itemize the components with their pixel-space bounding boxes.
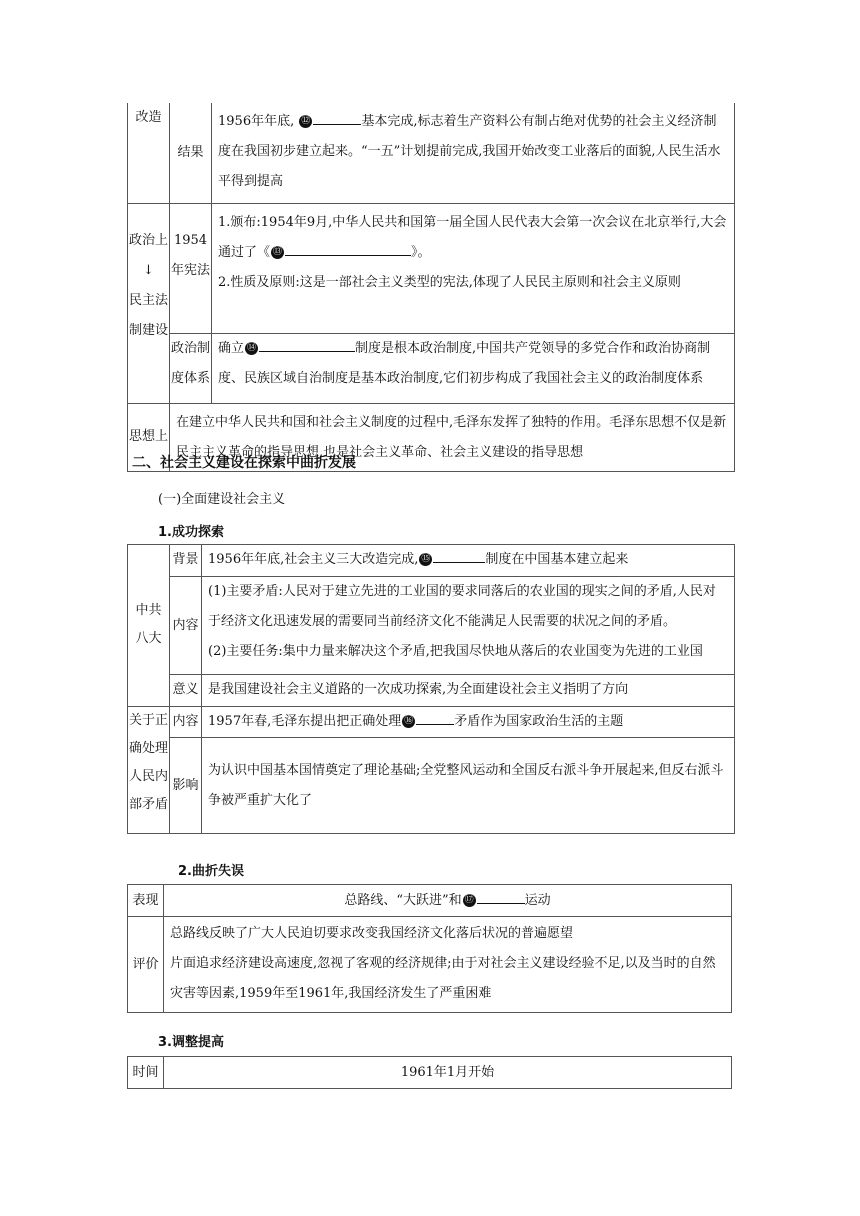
result-text-cell bbox=[212, 103, 735, 203]
blank-number-12: ⑫ bbox=[301, 116, 311, 126]
c-content-label-cell bbox=[170, 707, 202, 738]
perf-text-a: 总路线、“大跃进”和 bbox=[344, 892, 462, 908]
thought-text: 在建立中华人民共和国和社会主义制度的过程中,毛泽东发挥了独特的作用。毛泽东思想不仅是新民主主义革命的指导思想,也是社会主义革命、社会主义建设的指导思想 bbox=[176, 414, 727, 460]
influence-text: 为认识中国基本国情奠定了理论基础;全党整风运动和全国反右派斗争开展起来,但反右派斗争被严重扩大化了 bbox=[208, 762, 724, 808]
c-content-text-cell bbox=[202, 707, 735, 738]
fill-blank-16[interactable] bbox=[416, 710, 454, 725]
content-label: 内容 bbox=[172, 617, 199, 633]
constitution-label-cell bbox=[170, 203, 212, 333]
c-content-label: 内容 bbox=[172, 714, 199, 729]
politics-label-cell bbox=[128, 203, 170, 403]
constitution-line-1 bbox=[218, 208, 728, 268]
reform-table bbox=[127, 103, 735, 472]
contradiction-label-cell bbox=[128, 707, 170, 834]
eval-label-cell bbox=[128, 917, 164, 1013]
influence-label: 影响 bbox=[172, 777, 199, 793]
constitution-line1-b: 》。 bbox=[411, 244, 431, 260]
constitution-label: 1954年宪法 bbox=[170, 232, 210, 278]
reform-label: 改造 bbox=[135, 110, 162, 125]
eval-item-2: 片面追求经济建设高速度,忽视了客观的经济规律;由于对社会主义建设经验不足,以及当时的自然灾害等因素,1959年至1961年,我国经济发生了严重困难 bbox=[170, 956, 716, 1001]
fill-blank-12[interactable] bbox=[313, 110, 361, 125]
c-content-a: 1957年春,毛泽东提出把正确处理 bbox=[208, 714, 402, 729]
fill-blank-14[interactable] bbox=[259, 337, 355, 352]
blank-number-16: ⑯ bbox=[404, 716, 414, 726]
blank-number-13: ⑬ bbox=[273, 246, 283, 257]
perf-text-cell bbox=[164, 885, 732, 917]
system-text-b: 制度是根本政治制度,中国共产党领导的多党合作和政治协商制度、民族区域自治制度是基本政治制度,它们初步构成了我国社会主义的政治制度体系 bbox=[218, 340, 711, 386]
result-label-cell bbox=[170, 103, 212, 203]
influence-label-cell bbox=[170, 738, 202, 834]
content-item-1: (1)主要矛盾:人民对于建立先进的工业国的要求同落后的农业国的现实之间的矛盾,人民对于经济文化迅速发展的需要同当前经济文化不能满足人民需要的状况之间的矛盾。 bbox=[208, 584, 716, 629]
item-1-heading: 1.成功探索 bbox=[158, 525, 224, 540]
meaning-label: 意义 bbox=[172, 682, 199, 697]
subsection-1-heading: (一)全面建设社会主义 bbox=[158, 492, 286, 507]
system-text-cell bbox=[212, 333, 735, 403]
thought-label: 思想上 bbox=[128, 429, 168, 444]
meaning-text-cell bbox=[202, 675, 735, 707]
bg-text-a: 1956年年底,社会主义三大改造完成, bbox=[208, 552, 419, 567]
setback-table bbox=[127, 884, 732, 1013]
bg-label: 背景 bbox=[172, 552, 199, 567]
exploration-table bbox=[127, 544, 735, 834]
down-arrow-icon: ↓ bbox=[143, 262, 154, 278]
constitution-line-2: 2.性质及原则:这是一部社会主义类型的宪法,体现了人民民主原则和社会主义原则 bbox=[218, 274, 681, 290]
result-text-a: 1956年年底, bbox=[218, 114, 295, 129]
bg-text-b: 制度在中国基本建立起来 bbox=[485, 552, 629, 567]
time-text: 1961年1月开始 bbox=[400, 1064, 495, 1080]
meaning-label-cell bbox=[170, 675, 202, 707]
item-3-heading: 3.调整提高 bbox=[158, 1035, 224, 1050]
fill-blank-15[interactable] bbox=[433, 548, 485, 563]
time-label: 时间 bbox=[132, 1064, 159, 1080]
constitution-text-cell bbox=[212, 203, 735, 333]
bg-label-cell bbox=[170, 545, 202, 577]
result-label: 结果 bbox=[177, 144, 204, 160]
blank-number-15: ⑮ bbox=[421, 554, 431, 564]
reform-label-cell bbox=[128, 103, 170, 203]
congress-label-cell bbox=[128, 545, 170, 707]
content-item-2: (2)主要任务:集中力量来解决这个矛盾,把我国尽快地从落后的农业国变为先进的工业国 bbox=[208, 644, 703, 659]
congress-label: 中共八大 bbox=[135, 603, 162, 646]
fill-blank-13[interactable] bbox=[285, 241, 411, 256]
content-label-cell bbox=[170, 577, 202, 675]
result-text-b: 基本完成,标志着生产资料公有制占绝对优势的社会主义经济制度在我国初步建立起来。“一五”计划提前完成,我国开始改变工业落后的面貌,人民生活水平得到提高 bbox=[218, 114, 721, 189]
perf-label-cell bbox=[128, 885, 164, 917]
item-2-heading: 2.曲折失误 bbox=[178, 864, 244, 879]
perf-label: 表现 bbox=[132, 892, 159, 908]
influence-text-cell bbox=[202, 738, 735, 834]
time-label-cell bbox=[128, 1057, 164, 1089]
system-label: 政治制度体系 bbox=[170, 340, 210, 386]
blank-number-14: ⑭ bbox=[247, 342, 257, 353]
eval-label: 评价 bbox=[132, 956, 159, 972]
constitution-line1-a: 1.颁布:1954年9月,中华人民共和国第一届全国人民代表大会第一次会议在北京举行,大会通过了《 bbox=[218, 214, 727, 260]
eval-item-1: 总路线反映了广大人民迫切要求改变我国经济文化落后状况的普遍愿望 bbox=[170, 926, 574, 941]
perf-text-b: 运动 bbox=[524, 892, 551, 908]
fill-blank-17[interactable] bbox=[477, 889, 525, 904]
adjustment-table bbox=[127, 1056, 732, 1089]
eval-text-cell bbox=[164, 917, 732, 1013]
contradiction-label: 关于正确处理人民内部矛盾 bbox=[128, 713, 168, 812]
bg-text-cell bbox=[202, 545, 735, 577]
politics-label-a: 政治上 bbox=[128, 232, 168, 248]
blank-number-17: ⑰ bbox=[464, 894, 474, 905]
c-content-b: 矛盾作为国家政治生活的主题 bbox=[454, 714, 624, 729]
system-label-cell bbox=[170, 333, 212, 403]
time-text-cell bbox=[164, 1057, 732, 1089]
meaning-text: 是我国建设社会主义道路的一次成功探索,为全面建设社会主义指明了方向 bbox=[208, 682, 629, 697]
politics-label-b: 民主法制建设 bbox=[128, 292, 168, 338]
section-2-heading: 二、社会主义建设在探索中曲折发展 bbox=[132, 455, 356, 471]
system-text-a: 确立 bbox=[218, 340, 245, 356]
content-text-cell bbox=[202, 577, 735, 675]
